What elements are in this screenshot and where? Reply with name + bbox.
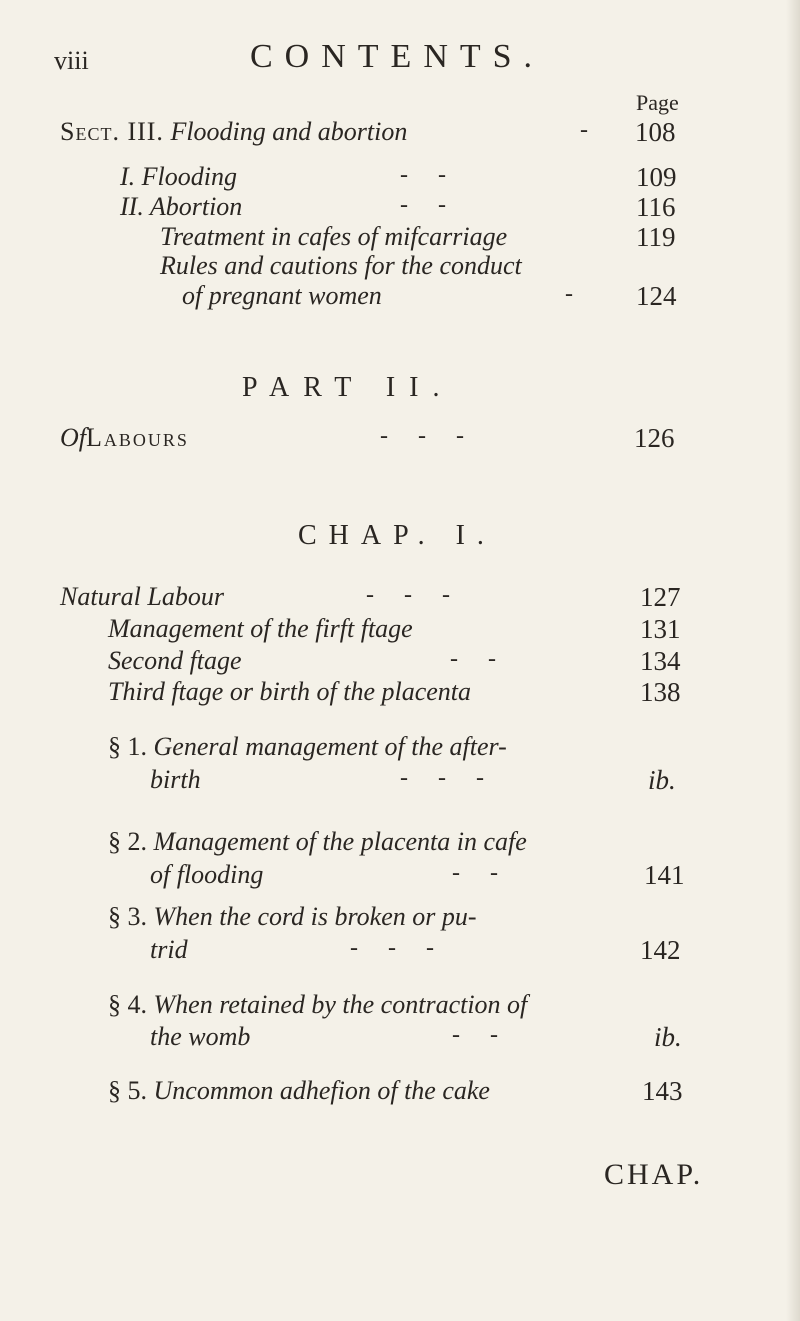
section-1 (108, 732, 507, 762)
sect3-title: Flooding and abortion (170, 117, 408, 146)
entry-dashes: - - (452, 860, 498, 886)
section-5 (108, 1076, 490, 1106)
section-4 (108, 990, 527, 1020)
catchword: CHAP. (604, 1158, 704, 1191)
running-title: CONTENTS. (250, 38, 545, 75)
entry-dashes: - - - (366, 582, 450, 608)
entry-page: ib. (648, 765, 676, 795)
section-line1: General management of the after- (153, 732, 507, 761)
entry-page: 141 (644, 860, 685, 890)
section-mark: § 3. (108, 902, 147, 931)
of-word: Of (60, 423, 86, 452)
section-line1: When the cord is broken or pu- (153, 902, 477, 931)
toc-entry-rules: Rules and cautions for the conduct (160, 251, 522, 280)
section-line2: birth (150, 765, 201, 794)
page-numeral: viii (54, 46, 89, 75)
entry-page: 127 (640, 582, 681, 612)
entry-page: 142 (640, 935, 681, 965)
entry-text: II. Abortion (120, 192, 243, 221)
page-edge-shadow (786, 0, 800, 1321)
entry-page: 124 (636, 281, 677, 311)
entry-dashes: - - - (350, 935, 434, 961)
part-heading: PART II. (242, 372, 454, 403)
entry-dashes: - - (452, 1022, 498, 1048)
labours-title: Labours (86, 423, 189, 452)
section-line1: Uncommon adhefion of the cake (153, 1076, 490, 1105)
entry-dashes: - - (450, 646, 496, 672)
section-mark: § 4. (108, 990, 147, 1019)
section-line2: trid (150, 935, 188, 964)
entry-page: 126 (634, 423, 675, 453)
entry-dashes: - - (400, 162, 446, 188)
section-line2: of flooding (150, 860, 264, 889)
toc-entry-third-stage: Third ftage or birth of the placenta (108, 677, 472, 706)
toc-entry-rules-cont: of pregnant women (182, 281, 382, 310)
page-column-label: Page (636, 90, 679, 115)
toc-entry-abortion (120, 192, 242, 222)
entry-dashes: - - (400, 192, 446, 218)
section-mark: § 5. (108, 1076, 147, 1105)
toc-entry-treatment: Treatment in cafes of mifcarriage (160, 222, 508, 251)
section-mark: § 1. (108, 732, 147, 761)
entry-page: 119 (636, 222, 676, 252)
entry-dashes: - - - (400, 765, 484, 791)
sect3-dash: - (580, 117, 588, 143)
section-line2: the womb (150, 1022, 251, 1051)
part2-entry (60, 423, 189, 453)
sect3-label (60, 117, 407, 147)
toc-entry-second-stage: Second ftage (108, 646, 242, 675)
sect3-label-text: Sect. III. (60, 117, 164, 146)
entry-dashes: - (565, 281, 573, 307)
section-2 (108, 827, 527, 857)
entry-page: 134 (640, 646, 681, 676)
entry-page: 131 (640, 614, 681, 644)
entry-page: 143 (642, 1076, 683, 1106)
entry-dashes: - - - (380, 423, 464, 449)
section-line1: When retained by the contraction of (153, 990, 528, 1019)
toc-entry-natural-labour: Natural Labour (60, 582, 224, 611)
entry-page: 109 (636, 162, 677, 192)
section-3 (108, 902, 477, 932)
toc-entry-first-stage: Management of the firft ftage (108, 614, 413, 643)
section-mark: § 2. (108, 827, 147, 856)
toc-entry-flooding (120, 162, 237, 192)
chapter-heading: CHAP. I. (298, 520, 496, 551)
entry-page: 116 (636, 192, 676, 222)
section-line1: Management of the placenta in cafe (153, 827, 527, 856)
entry-text: I. Flooding (120, 162, 237, 191)
entry-page: 138 (640, 677, 681, 707)
entry-page: ib. (654, 1022, 682, 1052)
sect3-page: 108 (635, 117, 676, 147)
